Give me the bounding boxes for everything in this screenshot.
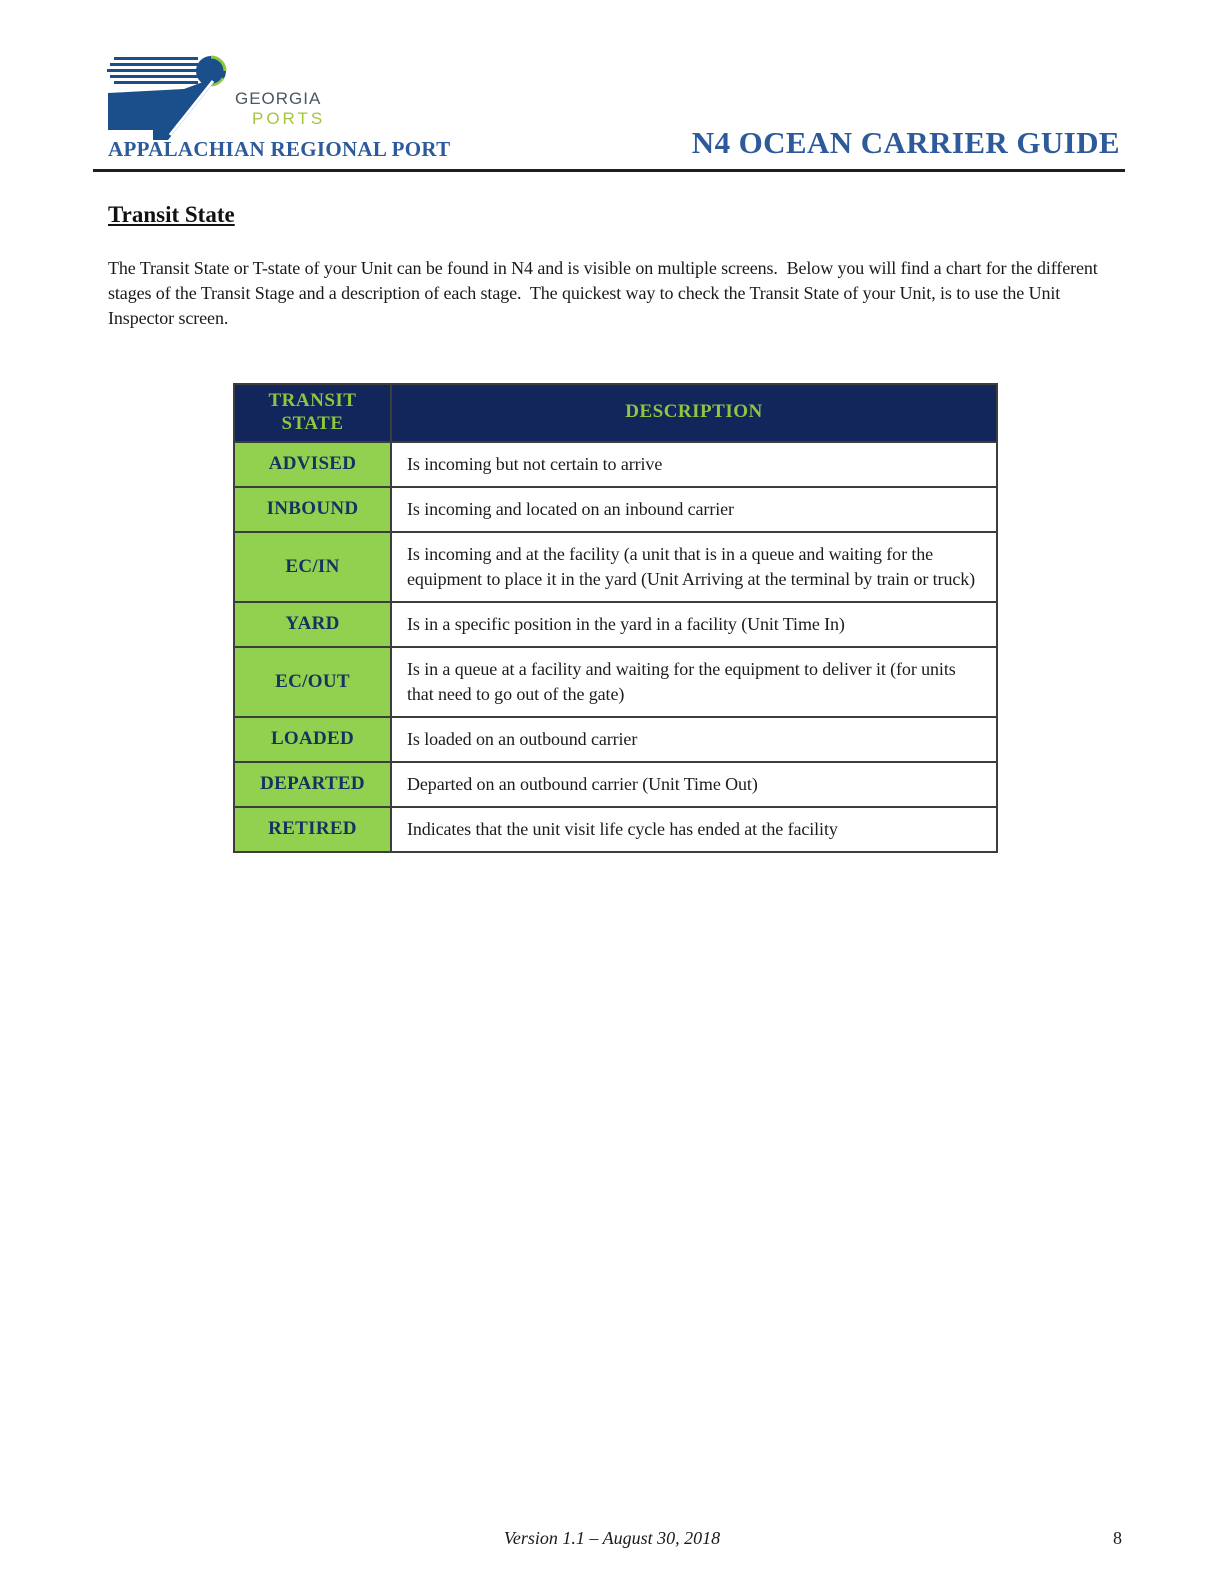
transit-state-cell: EC/IN [234,532,391,602]
table-row [234,442,997,487]
description-cell: Departed on an outbound carrier (Unit Time Out) [391,762,997,807]
column-header-description: DESCRIPTION [391,384,997,442]
guide-title: N4 OCEAN CARRIER GUIDE [691,125,1120,160]
port-name: APPALACHIAN REGIONAL PORT [108,137,451,161]
ship-logo-icon [106,52,241,144]
table-row [234,532,997,602]
description-cell: Is incoming and located on an inbound carrier [391,487,997,532]
table-row [234,602,997,647]
transit-state-cell: EC/OUT [234,647,391,717]
footer-version: Version 1.1 – August 30, 2018 [503,1528,721,1548]
table-row [234,717,997,762]
page-content [108,172,1121,853]
description-cell: Is incoming and at the facility (a unit that is in a queue and waiting for the equipment to place it in the yard (Unit Arriving at the terminal by train or truck) [391,532,997,602]
table-row [234,487,997,532]
description-cell: Is in a specific position in the yard in a facility (Unit Time In) [391,602,997,647]
section-heading: Transit State [108,202,235,227]
description-cell: Is incoming but not certain to arrive [391,442,997,487]
transit-state-table [233,383,998,853]
logo-text-ports: PORTS [252,109,326,128]
transit-state-cell: RETIRED [234,807,391,852]
transit-state-cell: YARD [234,602,391,647]
table-row [234,762,997,807]
logo-text-georgia: GEORGIA [235,89,322,108]
page-number: 8 [1113,1528,1122,1548]
intro-paragraph: The Transit State or T-state of your Unit can be found in N4 and is visible on multiple screens. Below you will find a chart for the different stages of the Transit Stage and a description of each stage. The quickest way to check the Transit State of your Unit, is to use the Unit Inspector screen. [108,258,1103,328]
transit-state-cell: DEPARTED [234,762,391,807]
description-cell: Indicates that the unit visit life cycle has ended at the facility [391,807,997,852]
transit-state-cell: ADVISED [234,442,391,487]
transit-state-cell: LOADED [234,717,391,762]
description-cell: Is in a queue at a facility and waiting for the equipment to deliver it (for units that need to go out of the gate) [391,647,997,717]
table-header-row [234,384,997,442]
description-cell: Is loaded on an outbound carrier [391,717,997,762]
table-row [234,807,997,852]
column-header-transit-state: TRANSIT STATE [234,384,391,442]
transit-state-cell: INBOUND [234,487,391,532]
georgia-ports-logo [106,52,356,144]
table-row [234,647,997,717]
